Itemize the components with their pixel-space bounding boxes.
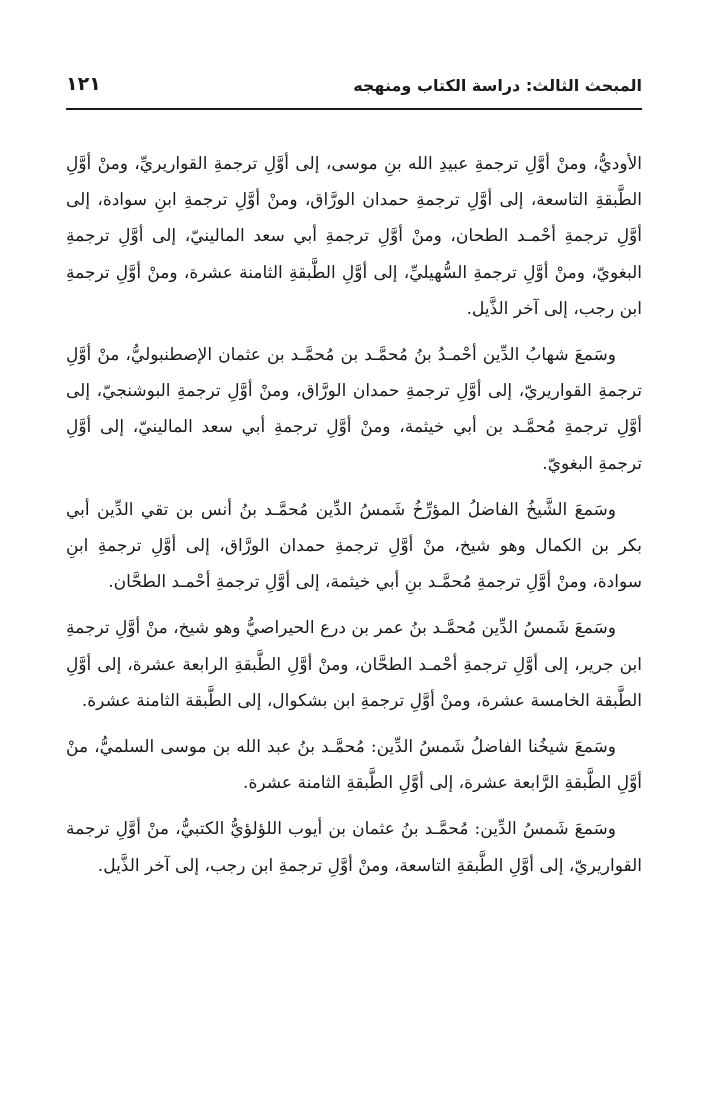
page-number: ١٢١ [66, 73, 101, 95]
paragraph-5: وسَمعَ شيخُنا الفاضلُ شَمسُ الدِّين: مُحمَّـد بنُ عبد الله بن موسى السلميُّ، منْ أوَّلِ الطَّبقةِ الرَّابعة عشرة، إلى أوَّلِ الطَّبقةِ الثامنة عشرة. [66, 737, 642, 794]
running-header [66, 70, 642, 106]
paragraph-2: وسَمعَ شهابُ الدِّين أحْمـدُ بنُ مُحمَّـد بن مُحمَّـد بن عثمان الإصطنبوليُّ، منْ أوَّلِ ترجمةِ القواريريّ، إلى أوَّلِ ترجمةِ حمدان الورَّاق، ومنْ أوَّلِ ترجمةِ البوشنجيّ، إلى أوَّلِ ترجمةِ مُحمَّـد بن أبي خيثمة، ومنْ أوَّلِ ترجمةِ أبي سعد المالينيّ، إلى أوَّلِ ترجمةِ البغويّ. [66, 345, 642, 474]
paragraph-1: الأوديُّ، ومنْ أوَّلِ ترجمةِ عبيدِ الله بنِ موسى، إلى أوَّلِ ترجمةِ القواريريِّ، ومنْ أوَّلِ الطَّبقةِ التاسعة، إلى أوَّلِ ترجمةِ حمدان الورَّاق، ومنْ أوَّلِ ترجمةِ ابنِ سوادة، إلى أوَّلِ ترجمةِ أحْمـد الطحان، ومنْ أوَّلِ ترجمةِ أبي سعد المالينيّ، إلى أوَّلِ ترجمةِ البغويّ، ومنْ أوَّلِ ترجمةِ السُّهيليِّ، إلى أوَّلِ الطَّبقةِ الثامنة عشرة، ومنْ أوَّلِ ترجمةِ ابن رجب، إلى آخر الذَّيل. [66, 154, 642, 319]
paragraph-4: وسَمعَ شَمسُ الدِّين مُحمَّـد بنُ عمر بن درع الحيراصيُّ وهو شيخ، منْ أوَّلِ ترجمةِ ابن جرير، إلى أوَّلِ ترجمةِ أحْمـد الطحَّان، ومنْ أوَّلِ الطَّبقةِ الرابعة عشرة، إلى أوَّلِ الطَّبقة الخامسة عشرة، ومنْ أوَّلِ ترجمةِ ابن بشكوال، إلى الطَّبقة الثامنة عشرة. [66, 618, 642, 711]
paragraph-3: وسَمعَ الشَّيخُ الفاضلُ المؤرِّخُ شَمسُ الدِّين مُحمَّـد بنُ أنس بن تقي الدِّين أبي بكر بن الكمال وهو شيخ، منْ أوَّلِ ترجمةِ حمدان الورَّاق، إلى أوَّلِ ترجمةِ ابنِ سوادة، ومنْ أوَّلِ ترجمةِ مُحمَّـد بنِ أبي خيثمة، إلى أوَّلِ ترجمةِ أحْمـد الطحَّان. [66, 499, 642, 593]
section-title: المبحث الثالث: دراسة الكتاب ومنهجه [353, 76, 642, 95]
body-text [66, 146, 642, 894]
header-rule [66, 108, 642, 110]
paragraph-6: وسَمعَ شَمسُ الدِّين: مُحمَّـد بنُ عثمان بن أيوب اللؤلؤيُّ الكتبيُّ، منْ أوَّلِ ترجمة القواريريّ، إلى أوَّلِ الطَّبقةِ التاسعة، ومنْ أوَّلِ ترجمةِ ابن رجب، إلى آخر الذَّيل. [66, 819, 642, 876]
